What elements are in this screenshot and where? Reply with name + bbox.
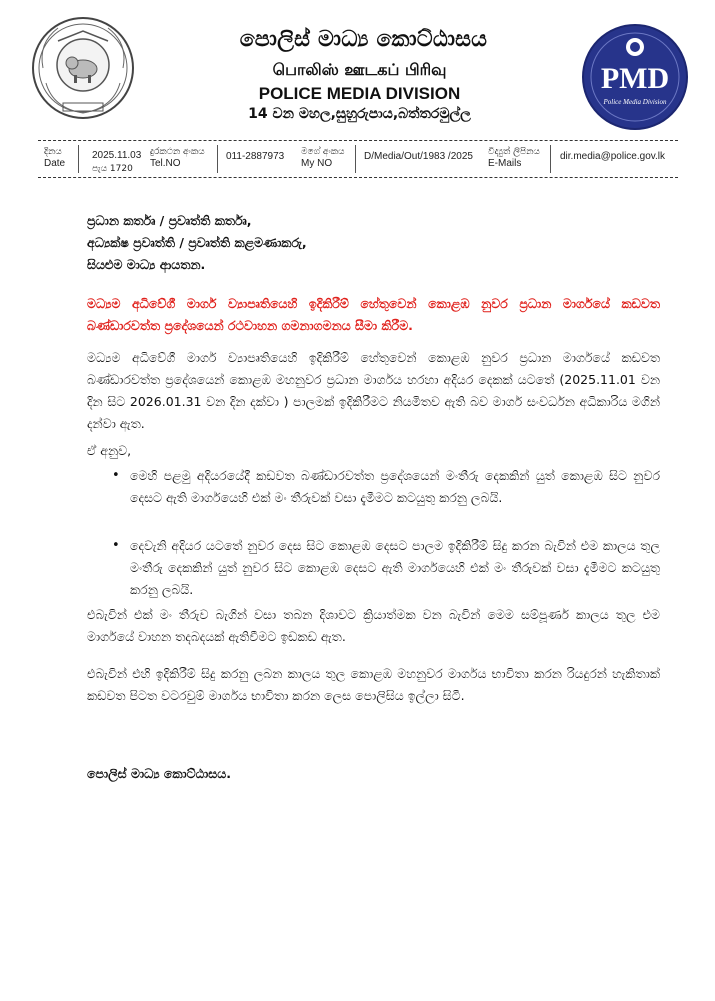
addressee-line: අධ්‍යක්ෂ ප්‍රවෘත්ති / ප්‍රවෘත්ති කළමණාකරු, xyxy=(87,235,307,250)
tel-value: 011-2887973 xyxy=(226,151,285,162)
email-label: විද්‍යුත් ලිපිනය E-Mails xyxy=(488,147,540,169)
addressee-line: සියළුම මාධ්‍ය ආයතන. xyxy=(87,257,206,272)
list-item-text: මෙහි පළමු අදියරයේදී කඩවත බණ්ඩාරවත්ත ප්‍රදේශයෙන් මංතීරු දෙකකින් යුත් කොළඹ සිට නුවර දෙසට ඇති මාර්ගයෙහි එක් මං තීරුවක් වසා දැමීමට කටයුතු කරනු ලබයි. xyxy=(130,468,660,505)
pmd-logo-text: PMD xyxy=(600,62,670,95)
date-value: 2025.11.03 xyxy=(92,150,142,161)
pmd-logo-subtext: Police Media Division xyxy=(603,98,667,106)
title-english: POLICE MEDIA DIVISION xyxy=(258,84,461,103)
subject-heading: මධ්‍යම අධිවේගී මාර්ග ව්‍යාපෘතියෙහි ඉදිකිරීම් හේතුවෙන් කොළඹ නුවර ප්‍රධාන මාර්ගයේ කඩවත බණ්ඩාරවත්ත ප්‍රදේශයෙන් රථවාහන ගමනාගමනය සීමා කිරීම. xyxy=(87,296,660,333)
my-number-value: D/Media/Out/1983 /2025 xyxy=(364,151,473,162)
ref-divider xyxy=(78,145,79,173)
ref-divider xyxy=(355,145,356,173)
office-address: 14 වන මහල,සුහුරුපාය,බත්තරමුල්ල xyxy=(248,106,471,122)
paragraph-2: එබැවින් එක් මං තීරුව බැගින් වසා තබන දිශාවට ක්‍රියාත්මක වන බැවින් මෙම සම්පූර්ණ කාලය තුල එම මාර්ගයේ වාහන තදබදයක් ඇතිවීමට ඉඩකඩ ඇත. xyxy=(87,607,660,644)
bullet-icon: • xyxy=(112,468,120,483)
list-item-text: දෙවැනි අදියර යටතේ නුවර දෙස සිට කොළඹ දෙසට පාලම ඉදිකිරීම් සිදු කරන බැවින් එම කාලය තුල මංතීරු දෙකකින් යුත් නුවර සිට කොළඹ දෙසට ඇති මාර්ගයෙහි එක් මං තීරුවක් වසා දැමීමට කටයුතු කරනු ලබයි. xyxy=(130,538,660,597)
paragraph-3: එබැවින් එහි ඉදිකිරීම් සිදු කරනු ලබන කාලය තුල කොළඹ මහනුවර මාර්ගය භාවිතා කරන රියදුරන් හැකිතාක් කඩවත පිටත වටරවුම් මාර්ගය භාවිතා කරන ලෙස පොලිසිය ඉල්ලා සිටී. xyxy=(87,666,660,703)
pmd-logo-icon xyxy=(580,22,690,132)
tel-label: දුරකථන අංකය Tel.NO xyxy=(150,147,205,169)
time-value: පැය 1720 xyxy=(92,164,133,174)
paragraph-1: මධ්‍යම අධිවේගී මාර්ග ව්‍යාපෘතියෙහි ඉදිකිරීම් හේතුවෙන් කොළඹ නුවර ප්‍රධාන මාර්ගයේ කඩවත බණ්ඩාරවත්ත ප්‍රදේශයෙන් කොළඹ මහනුවර ප්‍රධාන මාර්ගය හරහා අදියර දෙකක් යටතේ (2025.11.01 වන දින සිට 2026.01.31 වන දින දක්වා ) පාලමක් ඉදිකිරීමට නියමිතව ඇති බව මාර්ග සංවර්ධන අධිකාරිය මගින් දන්වා ඇත. xyxy=(87,350,660,431)
ref-divider xyxy=(217,145,218,173)
title-tamil: பொலிஸ் ஊடகப் பிரிவு xyxy=(272,60,447,79)
email-value: dir.media@police.gov.lk xyxy=(560,151,666,162)
bullet-icon: • xyxy=(112,538,120,553)
accordingly-text: ඒ අනුව, xyxy=(87,443,132,458)
addressee-line: ප්‍රධාන කර්තෘ / ප්‍රවෘත්ති කර්තෘ, xyxy=(87,213,252,228)
signature: පොලිස් මාධ්‍ය කොට්ඨාසය. xyxy=(87,766,231,781)
addressee-block xyxy=(87,210,307,276)
ref-divider xyxy=(550,145,551,173)
date-label: දිනය Date xyxy=(44,147,66,169)
my-number-label: මගේ අංකය My NO xyxy=(301,147,345,169)
title-sinhala: පොලිස් මාධ්‍ය කොට්ඨාසය xyxy=(239,27,488,52)
